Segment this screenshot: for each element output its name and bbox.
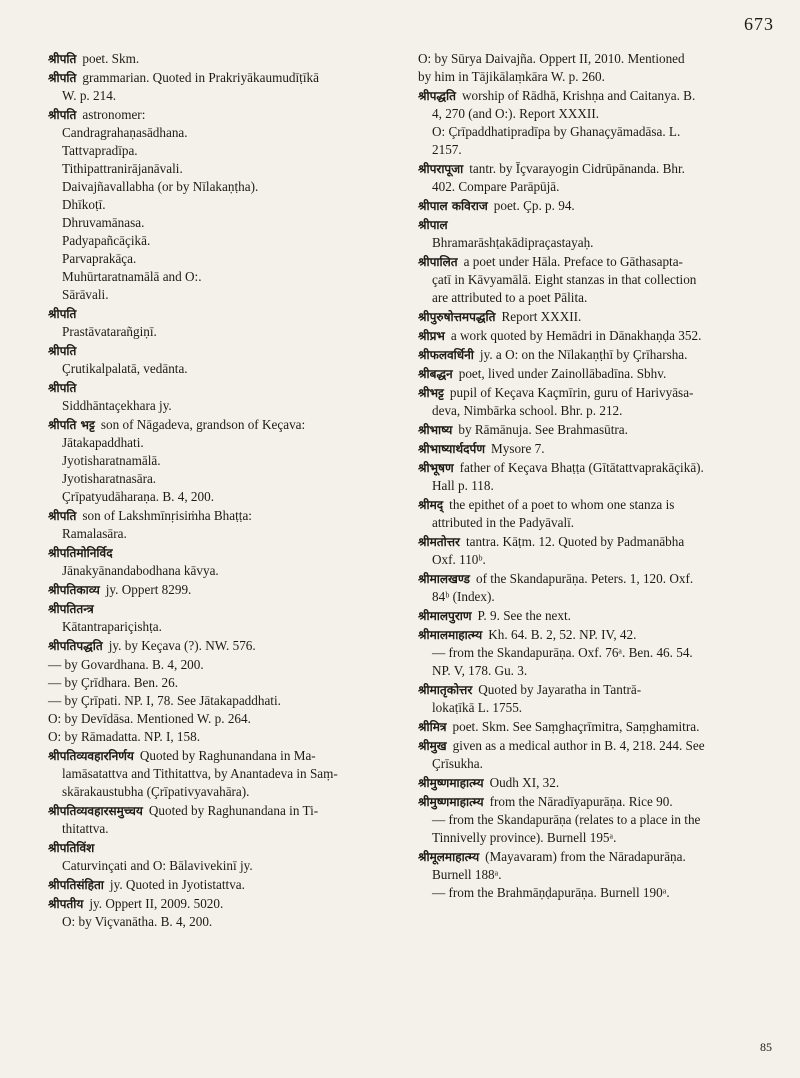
entry-work-title: Dhīkoṭī. bbox=[62, 197, 106, 212]
entry-continuation: O: by Rāmadatta. NP. I, 158. bbox=[48, 729, 201, 744]
entry-work-title: Kātantrapariçishṭa. bbox=[62, 619, 162, 634]
entry-headword: श्रीमुष्णमाहात्म्य bbox=[418, 776, 484, 790]
left-column bbox=[48, 50, 393, 932]
entry-work-title: Bhramarāshṭakādipraçastayaḥ. bbox=[432, 235, 594, 250]
entry-work-title: Tattvapradīpa. bbox=[62, 143, 138, 158]
dictionary-entry bbox=[418, 87, 773, 159]
entry-work-title: Jānakyānandabodhana kāvya. bbox=[62, 563, 219, 578]
dictionary-entry bbox=[418, 848, 773, 902]
entry-continuation: O: Çrīpaddhatipradīpa by Ghanaçyāmadāsa. L. bbox=[432, 124, 681, 139]
entry-first-line bbox=[418, 50, 773, 68]
entry-continuation: Tinnivelly province). Burnell 195ᵃ. bbox=[432, 830, 617, 845]
dictionary-entry bbox=[418, 718, 773, 736]
dictionary-entry bbox=[48, 544, 393, 580]
entry-first-line bbox=[418, 440, 773, 458]
entry-first-line bbox=[418, 626, 773, 644]
entry-headword: श्रीमद् bbox=[418, 498, 444, 512]
entry-headword: श्रीपतिव्यवहारनिर्णय bbox=[48, 749, 134, 763]
dictionary-entry bbox=[418, 570, 773, 606]
entry-headword: श्रीभूषण bbox=[418, 461, 454, 475]
entry-continuation: by him in Tājikālaṃkāra W. p. 260. bbox=[418, 69, 605, 84]
dictionary-entry bbox=[48, 581, 393, 599]
entry-text: pupil of Keçava Kaçmīrin, guru of Harivyāsa- bbox=[449, 385, 694, 400]
dictionary-entry bbox=[418, 384, 773, 420]
entry-headword: श्रीपति bbox=[48, 307, 77, 321]
entry-text: (Mayavaram) from the Nāradapurāṇa. bbox=[485, 849, 686, 864]
entry-continuation: W. p. 214. bbox=[62, 88, 117, 103]
entry-headword: श्रीमुख bbox=[418, 739, 447, 753]
entry-headword: श्रीफलवर्धिनी bbox=[418, 348, 474, 362]
entry-headword: श्रीप्रभ bbox=[418, 329, 445, 343]
entry-first-line bbox=[418, 253, 773, 271]
entry-work-title: Parvaprakāça. bbox=[62, 251, 137, 266]
dictionary-entry bbox=[48, 507, 393, 543]
entry-headword: श्रीमुष्णमाहात्म्य bbox=[418, 795, 484, 809]
entry-continuation: çatī in Kāvyamālā. Eight stanzas in that collection bbox=[432, 272, 697, 287]
entry-headword: श्रीपद्धति bbox=[418, 89, 456, 103]
entry-continuation: deva, Nimbārka school. Bhr. p. 212. bbox=[432, 403, 623, 418]
dictionary-entry bbox=[48, 747, 393, 801]
entry-work-title: Prastāvatarañgiṇī. bbox=[62, 324, 157, 339]
entry-continuation: O: by Viçvanātha. B. 4, 200. bbox=[62, 914, 213, 929]
entry-continuation: Hall p. 118. bbox=[432, 478, 494, 493]
entry-first-line bbox=[418, 365, 773, 383]
entry-text: worship of Rādhā, Krishṇa and Caitanya. B. bbox=[461, 88, 696, 103]
dictionary-entry bbox=[48, 802, 393, 838]
entry-continuation: 2157. bbox=[432, 142, 462, 157]
entry-first-line bbox=[48, 416, 393, 434]
entry-text: son of Lakshmīnṛisiṁha Bhaṭṭa: bbox=[82, 508, 252, 523]
entry-headword: श्रीपति bbox=[48, 509, 77, 523]
dictionary-entry bbox=[48, 342, 393, 378]
dictionary-entry bbox=[418, 421, 773, 439]
entry-continuation: lokaṭīkā L. 1755. bbox=[432, 700, 523, 715]
entry-continuation: thitattva. bbox=[62, 821, 109, 836]
dictionary-entry bbox=[48, 876, 393, 894]
dictionary-entry bbox=[418, 533, 773, 569]
entry-headword: श्रीमालखण्ड bbox=[418, 572, 470, 586]
entry-headword: श्रीमित्र bbox=[418, 720, 447, 734]
entry-headword: श्रीपति bbox=[48, 344, 77, 358]
entry-headword: श्रीपति bbox=[48, 71, 77, 85]
entry-text: jy. Quoted in Jyotistattva. bbox=[109, 877, 245, 892]
entry-headword: श्रीमूलमाहात्म्य bbox=[418, 850, 480, 864]
signature-mark: 85 bbox=[760, 1040, 772, 1054]
entry-first-line bbox=[418, 607, 773, 625]
dictionary-entry bbox=[418, 774, 773, 792]
entry-first-line bbox=[418, 346, 773, 364]
entry-continuation: O: by Devīdāsa. Mentioned W. p. 264. bbox=[48, 711, 251, 726]
entry-first-line bbox=[48, 379, 393, 397]
dictionary-entry bbox=[418, 197, 773, 215]
entry-first-line bbox=[418, 308, 773, 326]
entry-work-title: Çrutikalpalatā, vedānta. bbox=[62, 361, 188, 376]
entry-first-line bbox=[418, 774, 773, 792]
entry-continuation: lamāsatattva and Tithitattva, by Anantadeva in Saṃ- bbox=[62, 766, 338, 781]
entry-continuation: 4, 270 (and O:). Report XXXII. bbox=[432, 106, 600, 121]
entry-first-line bbox=[418, 737, 773, 755]
entry-continuation: — from the Skandapurāṇa. Oxf. 76ᵃ. Ben. 46. 54. bbox=[432, 645, 693, 660]
entry-headword: श्रीपुरुषोत्तमपद्धति bbox=[418, 310, 496, 324]
entry-continuation: 84ᵇ (Index). bbox=[432, 589, 495, 604]
entry-text: tantr. by Īçvarayogin Cidrūpānanda. Bhr. bbox=[469, 161, 685, 176]
entry-first-line bbox=[48, 342, 393, 360]
entry-continuation: Burnell 188ᵃ. bbox=[432, 867, 502, 882]
dictionary-entry bbox=[418, 459, 773, 495]
entry-work-title: Çrīpatyudāharaṇa. B. 4, 200. bbox=[62, 489, 214, 504]
entry-text: Oudh XI, 32. bbox=[489, 775, 560, 790]
dictionary-entry bbox=[418, 496, 773, 532]
dictionary-entry bbox=[48, 656, 393, 746]
entry-first-line bbox=[48, 507, 393, 525]
entry-text: jy. Oppert II, 2009. 5020. bbox=[89, 896, 224, 911]
entry-first-line bbox=[48, 747, 393, 765]
entry-headword: श्रीपालित bbox=[418, 255, 458, 269]
dictionary-entry bbox=[48, 637, 393, 655]
entry-headword: श्रीपति भट्ट bbox=[48, 418, 95, 432]
entry-work-title: Sārāvali. bbox=[62, 287, 109, 302]
entry-first-line bbox=[418, 496, 773, 514]
entry-work-title: Ramalasāra. bbox=[62, 526, 127, 541]
dictionary-entry bbox=[418, 327, 773, 345]
dictionary-entry bbox=[48, 50, 393, 68]
dictionary-entry bbox=[418, 365, 773, 383]
entry-headword: श्रीपति bbox=[48, 381, 77, 395]
entry-first-line bbox=[48, 69, 393, 87]
entry-first-line bbox=[418, 197, 773, 215]
dictionary-entry bbox=[418, 216, 773, 252]
entry-first-line bbox=[418, 533, 773, 551]
entry-first-line bbox=[48, 802, 393, 820]
entry-headword: श्रीबद्धन bbox=[418, 367, 453, 381]
entry-headword: श्रीपाल bbox=[418, 218, 448, 232]
entry-work-title: Candragrahaṇasādhana. bbox=[62, 125, 188, 140]
entry-text: son of Nāgadeva, grandson of Keçava: bbox=[100, 417, 306, 432]
entry-work-title: Tithipattranirājanāvali. bbox=[62, 161, 183, 176]
entry-text: Quoted by Raghunandana in Ma- bbox=[139, 748, 316, 763]
dictionary-entry bbox=[418, 681, 773, 717]
entry-first-line bbox=[418, 421, 773, 439]
entry-first-line bbox=[418, 718, 773, 736]
dictionary-entry bbox=[48, 69, 393, 105]
entry-first-line bbox=[418, 216, 773, 234]
entry-text: from the Nāradīyapurāṇa. Rice 90. bbox=[489, 794, 673, 809]
entry-first-line bbox=[418, 384, 773, 402]
entry-work-title: Muhūrtaratnamālā and O:. bbox=[62, 269, 202, 284]
entry-work-title: Jyotisharatnamālā. bbox=[62, 453, 161, 468]
entry-headword: श्रीपतिसंहिता bbox=[48, 878, 104, 892]
entry-text: by Rāmānuja. See Brahmasūtra. bbox=[458, 422, 628, 437]
entry-text: P. 9. See the next. bbox=[477, 608, 571, 623]
dictionary-entry bbox=[418, 346, 773, 364]
entry-text: the epithet of a poet to whom one stanza is bbox=[449, 497, 675, 512]
entry-headword: श्रीपति bbox=[48, 52, 77, 66]
entry-continuation: 402. Compare Parāpūjā. bbox=[432, 179, 560, 194]
entry-first-line bbox=[48, 106, 393, 124]
entry-text: of the Skandapurāṇa. Peters. 1, 120. Oxf. bbox=[475, 571, 694, 586]
page-number: 673 bbox=[744, 14, 774, 34]
entry-first-line bbox=[48, 50, 393, 68]
entry-first-line bbox=[48, 656, 393, 674]
entry-continuation: — by Çrīdhara. Ben. 26. bbox=[48, 675, 179, 690]
dictionary-entry bbox=[48, 106, 393, 304]
dictionary-entry bbox=[418, 160, 773, 196]
dictionary-entry bbox=[48, 839, 393, 875]
dictionary-entry bbox=[48, 600, 393, 636]
entry-headword: श्रीपतिमोनिर्विद bbox=[48, 546, 113, 560]
entry-text: O: by Sūrya Daivajña. Oppert II, 2010. Mentioned bbox=[418, 51, 685, 66]
entry-first-line bbox=[418, 327, 773, 345]
entry-headword: श्रीपतीय bbox=[48, 897, 84, 911]
entry-work-title: Daivajñavallabha (or by Nīlakaṇṭha). bbox=[62, 179, 259, 194]
entry-headword: श्रीपाल कविराज bbox=[418, 199, 488, 213]
entry-headword: श्रीपतिकाव्य bbox=[48, 583, 100, 597]
right-column bbox=[418, 50, 773, 903]
entry-headword: श्रीमतोत्तर bbox=[418, 535, 460, 549]
entry-continuation: — by Çrīpati. NP. I, 78. See Jātakapaddhati. bbox=[48, 693, 281, 708]
entry-headword: श्रीपतिव्यवहारसमुच्चय bbox=[48, 804, 143, 818]
entry-headword: श्रीभट्ट bbox=[418, 386, 444, 400]
entry-first-line bbox=[48, 876, 393, 894]
entry-text: Quoted by Raghunandana in Ti- bbox=[148, 803, 319, 818]
entry-first-line bbox=[418, 87, 773, 105]
dictionary-entry bbox=[48, 379, 393, 415]
entry-continuation: attributed in the Padyāvalī. bbox=[432, 515, 575, 530]
entry-text: Quoted by Jayaratha in Tantrā- bbox=[478, 682, 642, 697]
entry-continuation: — from the Brahmāṇḍapurāṇa. Burnell 190ᵃ. bbox=[432, 885, 670, 900]
entry-text: poet, lived under Zainollābadīna. Sbhv. bbox=[458, 366, 667, 381]
entry-headword: श्रीपतिविंश bbox=[48, 841, 95, 855]
entry-work-title: Siddhāntaçekhara jy. bbox=[62, 398, 172, 413]
entry-work-title: Caturvinçati and O: Bālavivekinī jy. bbox=[62, 858, 253, 873]
dictionary-entry bbox=[48, 416, 393, 506]
entry-headword: श्रीमालपुराण bbox=[418, 609, 472, 623]
entry-first-line bbox=[418, 570, 773, 588]
entry-headword: श्रीभाष्य bbox=[418, 423, 453, 437]
entry-text: given as a medical author in B. 4, 218. 244. See bbox=[452, 738, 705, 753]
entry-text: Report XXXII. bbox=[501, 309, 582, 324]
entry-first-line bbox=[48, 895, 393, 913]
entry-text: a poet under Hāla. Preface to Gāthasapta- bbox=[463, 254, 683, 269]
entry-first-line bbox=[48, 839, 393, 857]
entry-continuation: skārakaustubha (Çrīpativyavahāra). bbox=[62, 784, 250, 799]
entry-text: jy. by Keçava (?). NW. 576. bbox=[108, 638, 256, 653]
entry-first-line bbox=[48, 305, 393, 323]
entry-text: astronomer: bbox=[82, 107, 146, 122]
entry-continuation: are attributed to a poet Pālita. bbox=[432, 290, 588, 305]
entry-first-line bbox=[48, 581, 393, 599]
entry-continuation: Çrīsukha. bbox=[432, 756, 483, 771]
entry-continuation: — from the Skandapurāṇa (relates to a place in the bbox=[432, 812, 701, 827]
entry-first-line bbox=[418, 459, 773, 477]
entry-text: poet. Çp. p. 94. bbox=[493, 198, 575, 213]
entry-text: Mysore 7. bbox=[491, 441, 545, 456]
dictionary-entry bbox=[418, 626, 773, 680]
dictionary-entry bbox=[48, 895, 393, 931]
entry-text: tantra. Kāṭm. 12. Quoted by Padmanābha bbox=[465, 534, 685, 549]
entry-text: poet. Skm. See Saṃghaçrīmitra, Saṃghamitra. bbox=[452, 719, 700, 734]
entry-text: Kh. 64. B. 2, 52. NP. IV, 42. bbox=[488, 627, 637, 642]
entry-continuation: Oxf. 110ᵇ. bbox=[432, 552, 486, 567]
entry-first-line bbox=[48, 600, 393, 618]
entry-text: jy. Oppert 8299. bbox=[105, 582, 192, 597]
entry-work-title: Padyapañcāçikā. bbox=[62, 233, 151, 248]
entry-headword: श्रीपतिपद्धति bbox=[48, 639, 103, 653]
dictionary-entry bbox=[418, 607, 773, 625]
entry-headword: श्रीमातृकोत्तर bbox=[418, 683, 473, 697]
entry-first-line bbox=[418, 793, 773, 811]
entry-headword: श्रीपरापूजा bbox=[418, 162, 464, 176]
entry-first-line bbox=[418, 160, 773, 178]
dictionary-entry bbox=[418, 440, 773, 458]
entry-headword: श्रीभाष्यार्थदर्पण bbox=[418, 442, 486, 456]
dictionary-entry bbox=[418, 737, 773, 773]
entry-text: — by Govardhana. B. 4, 200. bbox=[48, 657, 204, 672]
entry-continuation: NP. V, 178. Gu. 3. bbox=[432, 663, 528, 678]
entry-first-line bbox=[48, 544, 393, 562]
entry-headword: श्रीमालमाहात्म्य bbox=[418, 628, 483, 642]
dictionary-entry bbox=[418, 253, 773, 307]
entry-first-line bbox=[418, 848, 773, 866]
dictionary-entry bbox=[418, 793, 773, 847]
entry-text: jy. a O: on the Nīlakaṇṭhī by Çrīharsha. bbox=[479, 347, 688, 362]
entry-first-line bbox=[48, 637, 393, 655]
entry-work-title: Jātakapaddhati. bbox=[62, 435, 144, 450]
entry-text: a work quoted by Hemādri in Dānakhaṇḍa 352. bbox=[450, 328, 702, 343]
entry-headword: श्रीपति bbox=[48, 108, 77, 122]
dictionary-entry bbox=[418, 308, 773, 326]
entry-headword: श्रीपतितन्त्र bbox=[48, 602, 94, 616]
entry-text: grammarian. Quoted in Prakriyākaumudīṭīkā bbox=[82, 70, 319, 85]
entry-work-title: Jyotisharatnasāra. bbox=[62, 471, 157, 486]
entry-first-line bbox=[418, 681, 773, 699]
entry-work-title: Dhruvamānasa. bbox=[62, 215, 145, 230]
dictionary-entry bbox=[48, 305, 393, 341]
entry-text: father of Keçava Bhaṭṭa (Gītātattvaprakāçikā). bbox=[459, 460, 704, 475]
entry-text: poet. Skm. bbox=[82, 51, 140, 66]
dictionary-entry bbox=[418, 50, 773, 86]
